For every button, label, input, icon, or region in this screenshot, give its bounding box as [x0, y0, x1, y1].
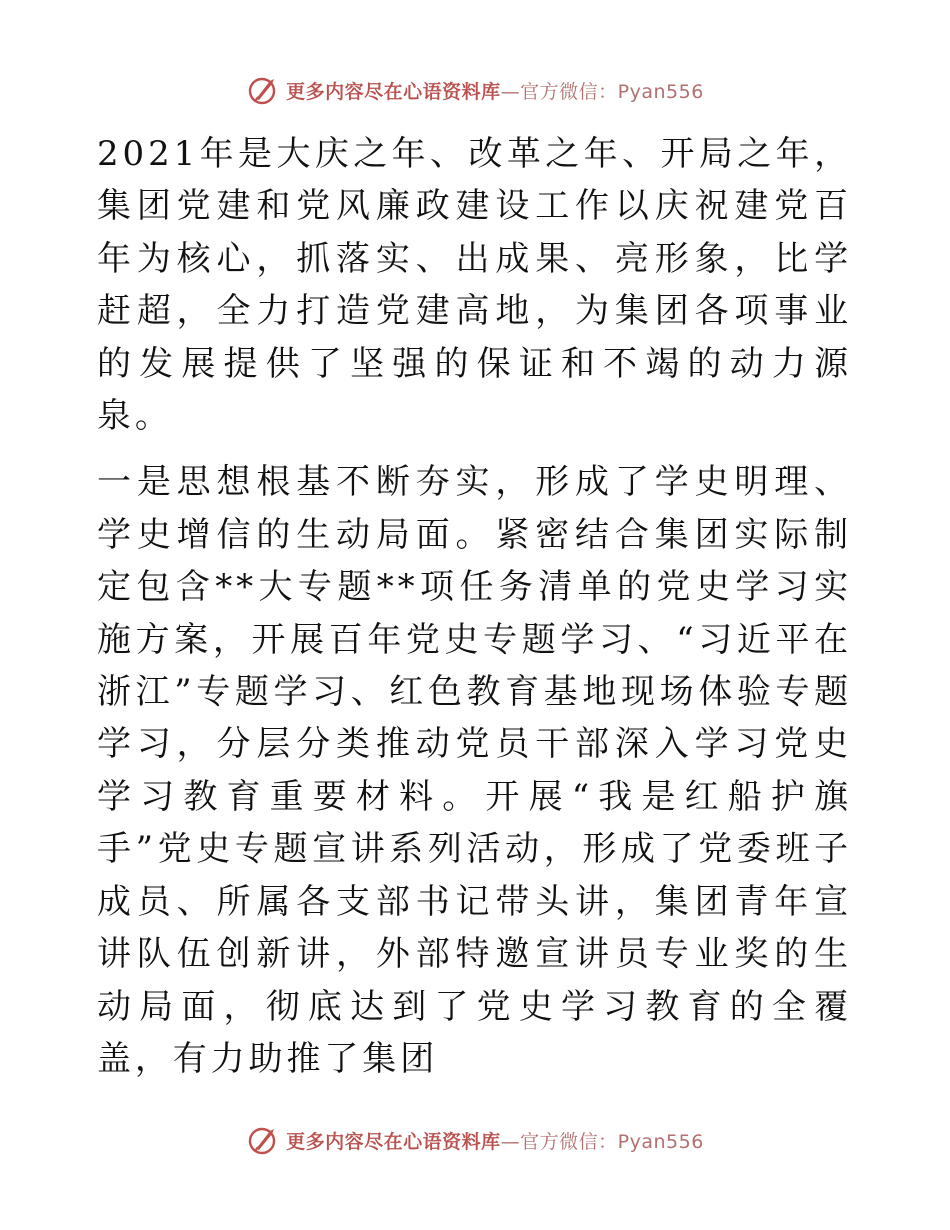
- document-body: [97, 128, 852, 1085]
- paragraph-2: 一是思想根基不断夯实，形成了学史明理、学史增信的生动局面。紧密结合集团实际制定包含**大专题**项任务清单的党史学习实施方案，开展百年党史专题学习、“习近平在浙江”专题学习、红色教育基地现场体验专题学习，分层分类推动党员干部深入学习党史学习教育重要材料。开展“我是红船护旗手”党史专题宣讲系列活动，形成了党委班子成员、所属各支部书记带头讲，集团青年宣讲队伍创新讲，外部特邀宣讲员专业奖的生动局面，彻底达到了党史学习教育的全覆盖，有力助推了集团: [97, 462, 852, 1079]
- watermark-contact: 官方微信：Pyan556: [520, 80, 704, 103]
- quill-pen-logo-icon: [246, 1123, 280, 1157]
- watermark-separator: —: [500, 80, 521, 103]
- paragraph-1: 2021年是大庆之年、改革之年、开局之年，集团党建和党风廉政建设工作以庆祝建党百年为核心，抓落实、出成果、亮形象，比学赶超，全力打造党建高地，为集团各项事业的发展提供了坚强的保证和不竭的动力源泉。: [97, 134, 852, 437]
- watermark-brand: 更多内容尽在心语资料库: [286, 80, 501, 103]
- watermark-brand: 更多内容尽在心语资料库: [286, 1130, 501, 1153]
- watermark-contact: 官方微信：Pyan556: [520, 1130, 704, 1153]
- watermark-text: [286, 77, 704, 104]
- quill-pen-logo-icon: [246, 73, 280, 107]
- footer-watermark: [0, 1120, 950, 1160]
- watermark-text: [286, 1127, 704, 1154]
- header-watermark: [0, 70, 950, 110]
- watermark-separator: —: [500, 1130, 521, 1153]
